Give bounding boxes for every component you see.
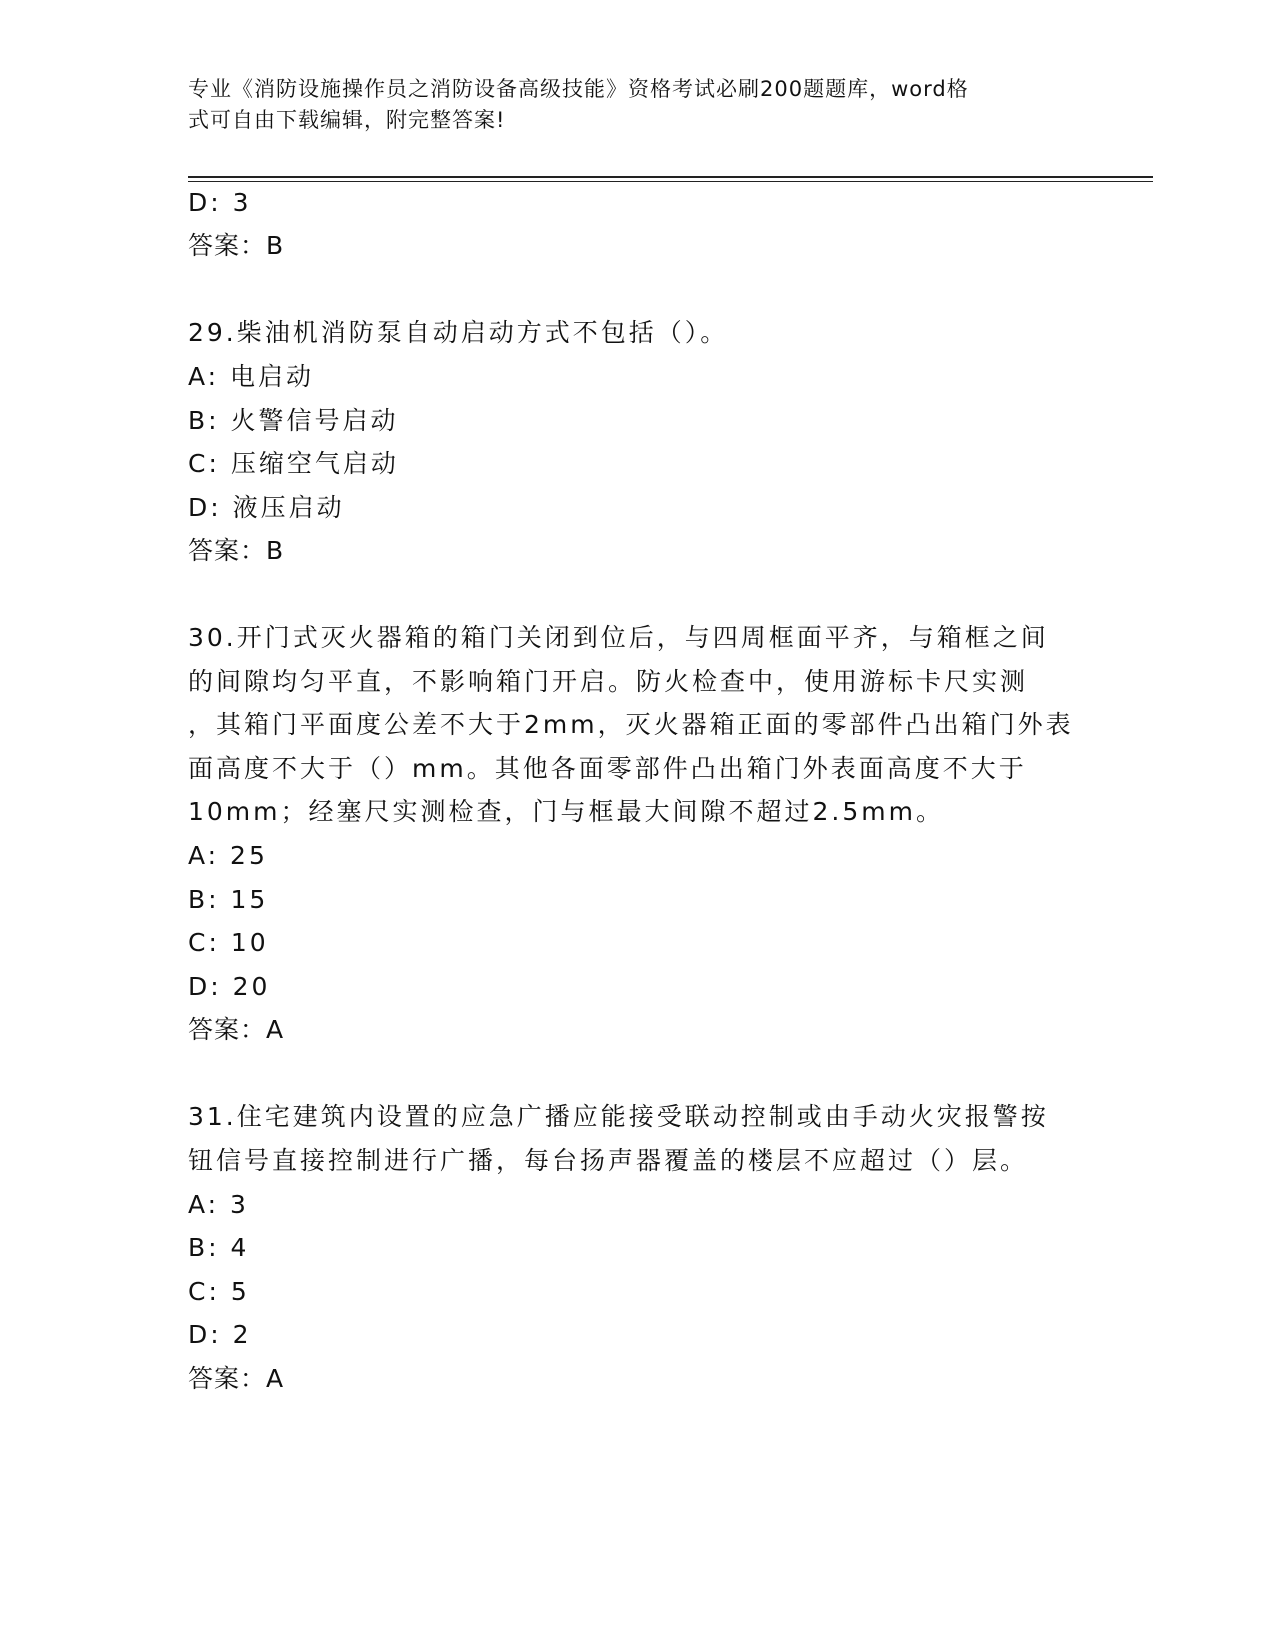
prev-question-option-d: D: 3	[188, 188, 252, 217]
q30-option-b: B: 15	[188, 885, 269, 914]
q30-stem-line-2: 的间隙均匀平直，不影响箱门开启。防火检查中，使用游标卡尺实测	[188, 667, 1029, 696]
q30-stem-line-4: 面高度不大于（）mm。其他各面零部件凸出箱门外表面高度不大于	[188, 754, 1027, 783]
q30-answer: 答案：A	[188, 1015, 285, 1044]
q30-stem-line-3: ，其箱门平面度公差不大于2mm，灭火器箱正面的零部件凸出箱门外表	[188, 710, 1074, 739]
q29-option-c: C: 压缩空气启动	[188, 449, 399, 478]
q30-option-d: D: 20	[188, 972, 271, 1001]
q29-option-d: D: 液压启动	[188, 493, 345, 522]
header-line-1: 专业《消防设施操作员之消防设备高级技能》资格考试必刷200题题库，word格	[188, 77, 969, 101]
q29-option-a: A: 电启动	[188, 362, 315, 391]
q31-option-c: C: 5	[188, 1277, 250, 1306]
q30-option-c: C: 10	[188, 928, 269, 957]
q31-option-b: B: 4	[188, 1233, 250, 1262]
document-header	[188, 74, 1088, 136]
q29-stem: 29.柴油机消防泵自动启动方式不包括（）。	[188, 318, 729, 347]
header-divider-thin	[188, 181, 1153, 182]
header-divider-thick	[188, 176, 1153, 178]
q31-option-d: D: 2	[188, 1320, 252, 1349]
q31-stem-line-1: 31.住宅建筑内设置的应急广播应能接受联动控制或由手动火灾报警按	[188, 1102, 1049, 1131]
q31-option-a: A: 3	[188, 1190, 249, 1219]
q30-option-a: A: 25	[188, 841, 268, 870]
prev-question-answer: 答案：B	[188, 231, 285, 260]
q29-option-b: B: 火警信号启动	[188, 406, 399, 435]
q30-stem-line-1: 30.开门式灭火器箱的箱门关闭到位后，与四周框面平齐，与箱框之间	[188, 623, 1049, 652]
header-line-2: 式可自由下载编辑，附完整答案!	[188, 108, 506, 132]
q29-answer: 答案：B	[188, 536, 285, 565]
q31-stem-line-2: 钮信号直接控制进行广播，每台扬声器覆盖的楼层不应超过（）层。	[188, 1146, 1029, 1175]
q30-stem-line-5: 10mm；经塞尺实测检查，门与框最大间隙不超过2.5mm。	[188, 797, 944, 826]
q31-answer: 答案：A	[188, 1364, 285, 1393]
